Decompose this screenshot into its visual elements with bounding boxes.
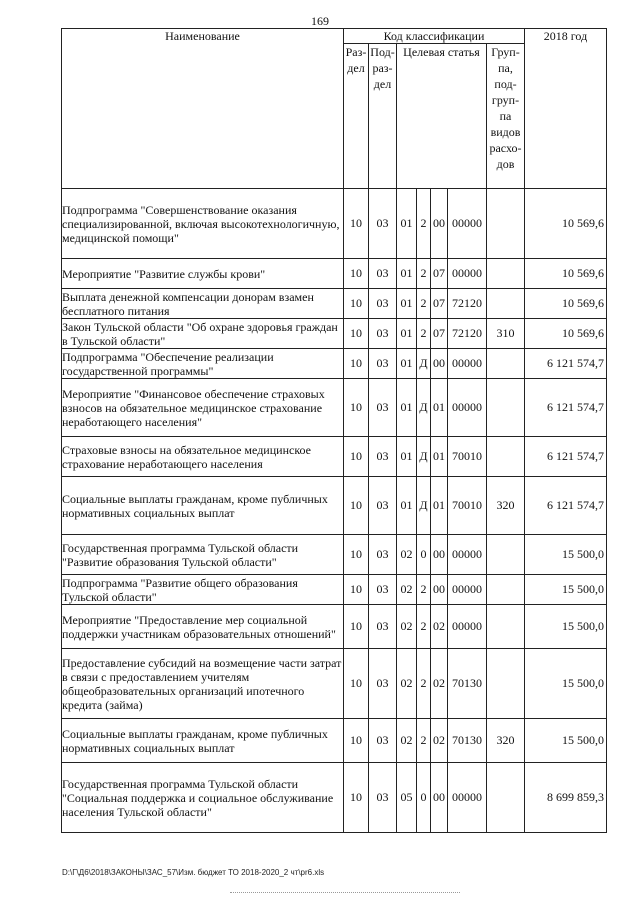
row-target-event: 02 [431,649,448,719]
row-amount: 10 569,6 [525,259,607,289]
row-expense-group [487,437,525,477]
row-target-program: 01 [397,189,417,259]
row-subsection: 03 [369,605,397,649]
row-expense-group: 320 [487,719,525,763]
row-target-program: 01 [397,289,417,319]
row-target-direction: 70130 [448,649,487,719]
row-expense-group [487,379,525,437]
row-target-event: 02 [431,605,448,649]
header-year: 2018 год [525,29,607,189]
row-subsection: 03 [369,535,397,575]
row-name: Мероприятие "Предоставление мер социальной поддержки участникам образовательных отношений" [62,605,344,649]
header-code: Код классификации [344,29,525,44]
row-amount: 15 500,0 [525,605,607,649]
row-section: 10 [344,349,369,379]
row-target-program: 02 [397,719,417,763]
row-target-subprogram: 0 [417,763,431,833]
row-target-event: 07 [431,259,448,289]
row-target-event: 07 [431,289,448,319]
row-expense-group [487,189,525,259]
header-subsection: Под- раз- дел [369,44,397,189]
row-expense-group [487,289,525,319]
row-target-direction: 00000 [448,763,487,833]
row-amount: 8 699 859,3 [525,763,607,833]
row-target-direction: 00000 [448,379,487,437]
row-target-subprogram: 2 [417,605,431,649]
row-subsection: 03 [369,289,397,319]
row-subsection: 03 [369,379,397,437]
row-subsection: 03 [369,189,397,259]
row-name: Социальные выплаты гражданам, кроме публичных нормативных социальных выплат [62,719,344,763]
row-target-event: 00 [431,763,448,833]
row-target-direction: 00000 [448,259,487,289]
row-target-direction: 00000 [448,189,487,259]
row-target-subprogram: Д [417,477,431,535]
row-target-event: 01 [431,437,448,477]
row-target-program: 02 [397,649,417,719]
row-target-program: 01 [397,379,417,437]
table-row [62,535,607,575]
scan-artifact [230,892,460,893]
row-target-subprogram: 2 [417,319,431,349]
table-row [62,349,607,379]
table-row [62,437,607,477]
row-target-direction: 70130 [448,719,487,763]
row-name: Государственная программа Тульской области "Социальная поддержка и социальное обслуживание населения Тульской области" [62,763,344,833]
table-row [62,379,607,437]
table-row [62,649,607,719]
row-amount: 15 500,0 [525,535,607,575]
table-row [62,477,607,535]
row-target-subprogram: 2 [417,189,431,259]
row-name: Подпрограмма "Развитие общего образования Тульской области" [62,575,344,605]
row-section: 10 [344,763,369,833]
table-row [62,319,607,349]
table-row [62,719,607,763]
row-expense-group [487,605,525,649]
table-row [62,189,607,259]
row-target-program: 05 [397,763,417,833]
row-section: 10 [344,535,369,575]
row-amount: 10 569,6 [525,289,607,319]
row-target-direction: 00000 [448,349,487,379]
row-expense-group [487,649,525,719]
row-expense-group [487,259,525,289]
row-target-event: 07 [431,319,448,349]
row-target-direction: 00000 [448,605,487,649]
row-subsection: 03 [369,259,397,289]
row-section: 10 [344,605,369,649]
row-target-direction: 00000 [448,535,487,575]
row-target-event: 01 [431,477,448,535]
row-expense-group [487,535,525,575]
row-expense-group: 310 [487,319,525,349]
row-target-subprogram: 0 [417,535,431,575]
row-target-subprogram: Д [417,379,431,437]
row-subsection: 03 [369,719,397,763]
row-target-subprogram: Д [417,437,431,477]
header-section: Раз- дел [344,44,369,189]
row-name: Государственная программа Тульской области "Развитие образования Тульской области" [62,535,344,575]
row-subsection: 03 [369,575,397,605]
row-target-direction: 00000 [448,575,487,605]
row-subsection: 03 [369,349,397,379]
table-row [62,605,607,649]
row-target-subprogram: 2 [417,289,431,319]
header-group: Груп- па, под- груп- па видов расхо- дов [487,44,525,189]
row-subsection: 03 [369,649,397,719]
row-amount: 10 569,6 [525,319,607,349]
row-expense-group [487,349,525,379]
budget-table [61,28,607,833]
row-target-program: 01 [397,349,417,379]
row-target-subprogram: 2 [417,259,431,289]
row-target-program: 02 [397,575,417,605]
row-target-event: 00 [431,535,448,575]
table-row [62,289,607,319]
row-target-program: 02 [397,535,417,575]
row-section: 10 [344,379,369,437]
row-target-subprogram: 2 [417,575,431,605]
row-target-direction: 72120 [448,319,487,349]
row-name: Закон Тульской области "Об охране здоровья граждан в Тульской области" [62,319,344,349]
row-section: 10 [344,319,369,349]
row-target-subprogram: 2 [417,649,431,719]
row-target-direction: 72120 [448,289,487,319]
table-row [62,259,607,289]
row-section: 10 [344,189,369,259]
row-amount: 10 569,6 [525,189,607,259]
row-target-event: 00 [431,349,448,379]
row-amount: 6 121 574,7 [525,379,607,437]
row-expense-group [487,575,525,605]
row-subsection: 03 [369,437,397,477]
row-name: Мероприятие "Финансовое обеспечение страховых взносов на обязательное медицинское страхование неработающего населения" [62,379,344,437]
row-target-event: 01 [431,379,448,437]
row-name: Предоставление субсидий на возмещение части затрат в связи с предоставлением учителям общеобразовательных организаций ипотечного кредита (займа) [62,649,344,719]
row-section: 10 [344,477,369,535]
row-name: Подпрограмма "Совершенствование оказания специализированной, включая высокотехнологичную, медицинской помощи" [62,189,344,259]
row-target-subprogram: 2 [417,719,431,763]
row-name: Страховые взносы на обязательное медицинское страхование неработающего населения [62,437,344,477]
row-subsection: 03 [369,477,397,535]
row-amount: 6 121 574,7 [525,477,607,535]
row-section: 10 [344,289,369,319]
row-amount: 15 500,0 [525,719,607,763]
row-subsection: 03 [369,319,397,349]
row-subsection: 03 [369,763,397,833]
row-section: 10 [344,719,369,763]
row-target-subprogram: Д [417,349,431,379]
row-target-direction: 70010 [448,437,487,477]
row-target-event: 00 [431,575,448,605]
row-section: 10 [344,259,369,289]
row-expense-group: 320 [487,477,525,535]
header-target: Целевая статья [397,44,487,189]
row-target-direction: 70010 [448,477,487,535]
row-name: Подпрограмма "Обеспечение реализации государственной программы" [62,349,344,379]
row-target-program: 01 [397,477,417,535]
header-name: Наименование [62,29,344,189]
row-section: 10 [344,575,369,605]
row-name: Мероприятие "Развитие службы крови" [62,259,344,289]
row-target-program: 01 [397,319,417,349]
row-amount: 15 500,0 [525,649,607,719]
row-target-event: 00 [431,189,448,259]
row-section: 10 [344,437,369,477]
page-number: 169 [311,14,329,28]
row-target-event: 02 [431,719,448,763]
file-path-footer: D:\Г\Д6\2018\ЗАКОНЫ\ЗАС_57\Изм. бюджет ТО 2018-2020_2 чт\pr6.xls [62,868,325,877]
row-target-program: 02 [397,605,417,649]
row-expense-group [487,763,525,833]
row-name: Социальные выплаты гражданам, кроме публичных нормативных социальных выплат [62,477,344,535]
row-target-program: 01 [397,437,417,477]
row-amount: 6 121 574,7 [525,349,607,379]
row-name: Выплата денежной компенсации донорам взамен бесплатного питания [62,289,344,319]
table-row [62,763,607,833]
row-section: 10 [344,649,369,719]
row-target-program: 01 [397,259,417,289]
row-amount: 6 121 574,7 [525,437,607,477]
table-row [62,575,607,605]
row-amount: 15 500,0 [525,575,607,605]
